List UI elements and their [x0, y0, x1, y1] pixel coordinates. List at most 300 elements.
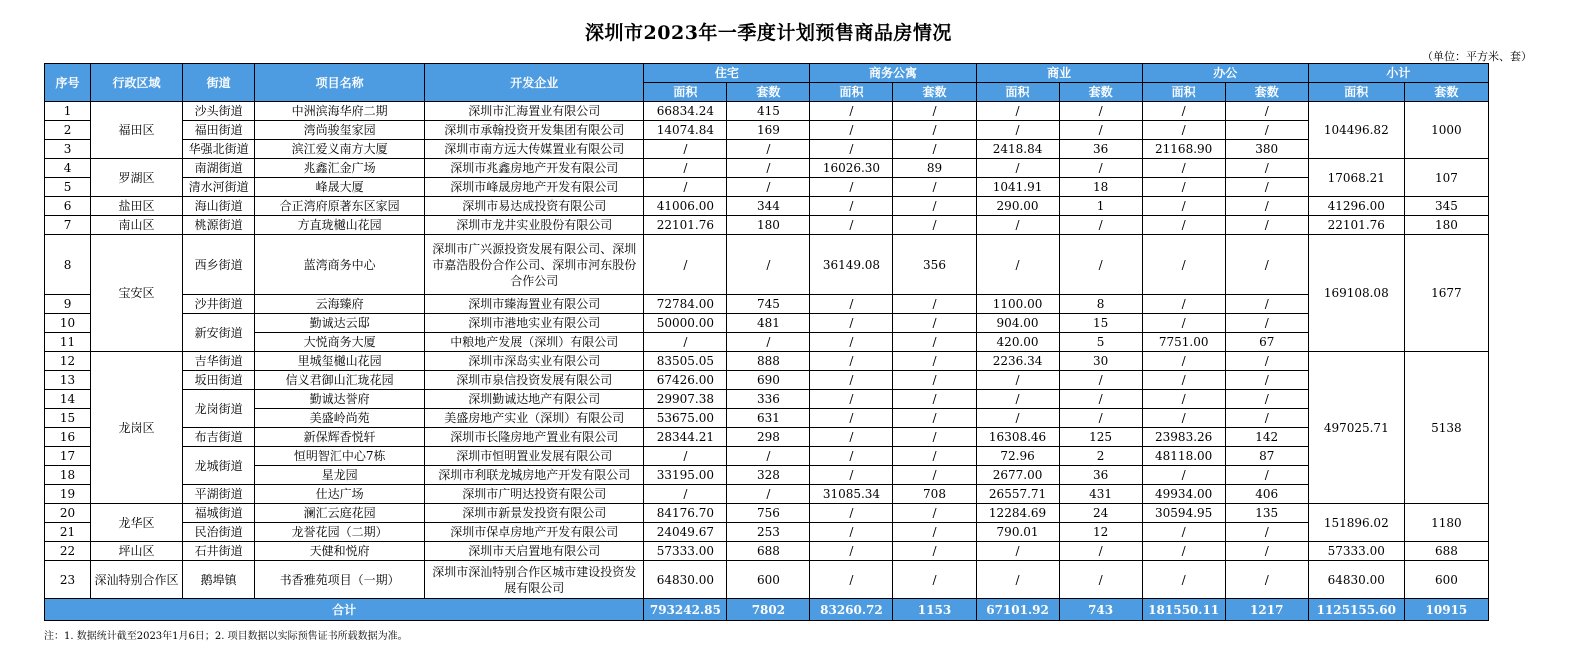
cell-com-units: 125: [1059, 428, 1142, 447]
cell-project: 峰晟大厦: [255, 178, 425, 197]
cell-developer: 深圳市深汕特别合作区城市建设投资发展有限公司: [425, 561, 644, 599]
cell-seq: 18: [45, 466, 91, 485]
cell-res-units: 600: [727, 561, 810, 599]
cell-off-units: /: [1225, 216, 1308, 235]
cell-off-units: 142: [1225, 428, 1308, 447]
cell-res-area: 41006.00: [644, 197, 727, 216]
cell-project: 里城玺樾山花园: [255, 352, 425, 371]
header-area: 面积: [976, 83, 1059, 102]
cell-apt-area: /: [810, 102, 893, 121]
cell-res-units: /: [727, 178, 810, 197]
cell-project: 勤诚达誉府: [255, 390, 425, 409]
cell-apt-area: /: [810, 197, 893, 216]
cell-street: 福城街道: [183, 504, 255, 523]
cell-apt-area: /: [810, 352, 893, 371]
cell-res-units: /: [727, 447, 810, 466]
cell-apt-units: /: [893, 504, 976, 523]
cell-com-area: 420.00: [976, 333, 1059, 352]
cell-apt-area: 16026.30: [810, 159, 893, 178]
cell-off-units: /: [1225, 371, 1308, 390]
header-area: 面积: [644, 83, 727, 102]
cell-off-area: /: [1142, 216, 1225, 235]
cell-res-area: 64830.00: [644, 561, 727, 599]
cell-developer: 深圳市长隆房地产置业有限公司: [425, 428, 644, 447]
cell-seq: 23: [45, 561, 91, 599]
cell-apt-units: /: [893, 295, 976, 314]
cell-subtotal-units: 1677: [1404, 235, 1488, 352]
cell-com-area: /: [976, 390, 1059, 409]
total-off-area: 181550.11: [1142, 599, 1225, 621]
cell-subtotal-area: 151896.02: [1308, 504, 1404, 542]
cell-off-units: /: [1225, 159, 1308, 178]
cell-res-area: /: [644, 333, 727, 352]
cell-project: 龙誉花园（二期）: [255, 523, 425, 542]
cell-developer: 深圳市兆鑫房地产开发有限公司: [425, 159, 644, 178]
cell-com-units: 18: [1059, 178, 1142, 197]
cell-seq: 21: [45, 523, 91, 542]
cell-project: 天健和悦府: [255, 542, 425, 561]
cell-street: 沙井街道: [183, 295, 255, 314]
cell-subtotal-units: 180: [1404, 216, 1488, 235]
cell-project: 蓝湾商务中心: [255, 235, 425, 295]
total-com-area: 67101.92: [976, 599, 1059, 621]
cell-developer: 深圳市恒明置业发展有限公司: [425, 447, 644, 466]
cell-com-units: /: [1059, 390, 1142, 409]
table-row: [45, 447, 1489, 466]
table-row: [45, 409, 1489, 428]
table-row: [45, 542, 1489, 561]
header-units: 套数: [1404, 83, 1488, 102]
cell-off-area: /: [1142, 561, 1225, 599]
total-subtotal-units: 10915: [1404, 599, 1488, 621]
cell-apt-area: /: [810, 409, 893, 428]
cell-off-units: /: [1225, 542, 1308, 561]
cell-street: 龙岗街道: [183, 390, 255, 428]
presale-table: [44, 63, 1489, 621]
cell-street: 西乡街道: [183, 235, 255, 295]
cell-com-area: /: [976, 235, 1059, 295]
cell-project: 云海臻府: [255, 295, 425, 314]
cell-street: 沙头街道: [183, 102, 255, 121]
cell-apt-units: /: [893, 409, 976, 428]
cell-subtotal-area: 497025.71: [1308, 352, 1404, 504]
cell-off-units: /: [1225, 295, 1308, 314]
cell-com-units: /: [1059, 102, 1142, 121]
cell-apt-area: /: [810, 466, 893, 485]
cell-street: 平湖街道: [183, 485, 255, 504]
cell-res-units: 756: [727, 504, 810, 523]
cell-street: 鹅埠镇: [183, 561, 255, 599]
header-commerce: 商业: [976, 64, 1142, 83]
cell-off-units: 135: [1225, 504, 1308, 523]
cell-developer: 深圳市深岛实业有限公司: [425, 352, 644, 371]
table-row: [45, 523, 1489, 542]
cell-off-area: /: [1142, 197, 1225, 216]
header-street: 街道: [183, 64, 255, 102]
cell-off-area: 49934.00: [1142, 485, 1225, 504]
cell-com-area: 72.96: [976, 447, 1059, 466]
cell-apt-area: /: [810, 295, 893, 314]
table-row: [45, 333, 1489, 352]
cell-off-area: /: [1142, 352, 1225, 371]
header-subtotal: 小计: [1308, 64, 1488, 83]
total-off-units: 1217: [1225, 599, 1308, 621]
cell-off-area: /: [1142, 178, 1225, 197]
cell-apt-units: /: [893, 333, 976, 352]
cell-com-units: 431: [1059, 485, 1142, 504]
cell-seq: 16: [45, 428, 91, 447]
cell-off-units: /: [1225, 235, 1308, 295]
cell-subtotal-units: 688: [1404, 542, 1488, 561]
table-row: [45, 428, 1489, 447]
cell-res-units: 481: [727, 314, 810, 333]
cell-res-units: /: [727, 333, 810, 352]
cell-subtotal-units: 600: [1404, 561, 1488, 599]
cell-seq: 1: [45, 102, 91, 121]
cell-apt-units: /: [893, 561, 976, 599]
header-units: 套数: [893, 83, 976, 102]
cell-developer: 深圳市南方远大传媒置业有限公司: [425, 140, 644, 159]
cell-apt-area: /: [810, 447, 893, 466]
cell-off-area: 30594.95: [1142, 504, 1225, 523]
cell-res-units: /: [727, 485, 810, 504]
cell-com-area: /: [976, 121, 1059, 140]
cell-district: 盐田区: [91, 197, 183, 216]
cell-apt-units: /: [893, 197, 976, 216]
cell-res-area: 28344.21: [644, 428, 727, 447]
cell-subtotal-area: 57333.00: [1308, 542, 1404, 561]
cell-seq: 15: [45, 409, 91, 428]
cell-street: 南湖街道: [183, 159, 255, 178]
cell-project: 方直珑樾山花园: [255, 216, 425, 235]
cell-district: 龙岗区: [91, 352, 183, 504]
table-row: [45, 352, 1489, 371]
cell-project: 信义君御山汇珑花园: [255, 371, 425, 390]
cell-com-area: 2236.34: [976, 352, 1059, 371]
cell-res-area: /: [644, 140, 727, 159]
cell-off-units: /: [1225, 409, 1308, 428]
cell-res-units: 298: [727, 428, 810, 447]
cell-street: 龙城街道: [183, 447, 255, 485]
cell-com-area: 1100.00: [976, 295, 1059, 314]
table-row: [45, 485, 1489, 504]
cell-seq: 14: [45, 390, 91, 409]
cell-apt-units: /: [893, 466, 976, 485]
cell-com-units: /: [1059, 159, 1142, 178]
table-row: [45, 216, 1489, 235]
cell-street: 布吉街道: [183, 428, 255, 447]
cell-subtotal-units: 1000: [1404, 102, 1488, 159]
cell-com-units: 15: [1059, 314, 1142, 333]
table-row: [45, 102, 1489, 121]
cell-com-area: 2677.00: [976, 466, 1059, 485]
cell-off-units: /: [1225, 466, 1308, 485]
table-row: [45, 295, 1489, 314]
cell-off-area: 48118.00: [1142, 447, 1225, 466]
cell-subtotal-area: 22101.76: [1308, 216, 1404, 235]
cell-project: 恒明智汇中心7栋: [255, 447, 425, 466]
header-units: 套数: [727, 83, 810, 102]
cell-apt-area: /: [810, 561, 893, 599]
cell-developer: 深圳勤诚达地产有限公司: [425, 390, 644, 409]
cell-res-area: 14074.84: [644, 121, 727, 140]
cell-com-area: 290.00: [976, 197, 1059, 216]
cell-street: 坂田街道: [183, 371, 255, 390]
cell-off-area: /: [1142, 409, 1225, 428]
cell-com-area: 790.01: [976, 523, 1059, 542]
header-area: 面积: [1142, 83, 1225, 102]
cell-res-area: 72784.00: [644, 295, 727, 314]
cell-district: 龙华区: [91, 504, 183, 542]
cell-project: 书香雅苑项目（一期）: [255, 561, 425, 599]
cell-com-area: /: [976, 561, 1059, 599]
cell-developer: 深圳市天启置地有限公司: [425, 542, 644, 561]
cell-com-units: 36: [1059, 466, 1142, 485]
cell-apt-units: /: [893, 102, 976, 121]
cell-apt-units: 356: [893, 235, 976, 295]
cell-project: 合正湾府原著东区家园: [255, 197, 425, 216]
cell-project: 兆鑫汇金广场: [255, 159, 425, 178]
cell-com-units: 30: [1059, 352, 1142, 371]
cell-com-area: 12284.69: [976, 504, 1059, 523]
total-apt-area: 83260.72: [810, 599, 893, 621]
cell-res-area: 33195.00: [644, 466, 727, 485]
cell-apt-area: /: [810, 333, 893, 352]
cell-apt-units: /: [893, 216, 976, 235]
cell-off-area: /: [1142, 159, 1225, 178]
cell-com-units: /: [1059, 235, 1142, 295]
cell-com-units: 2: [1059, 447, 1142, 466]
header-residential: 住宅: [644, 64, 810, 83]
cell-off-units: /: [1225, 561, 1308, 599]
cell-seq: 3: [45, 140, 91, 159]
cell-res-units: 688: [727, 542, 810, 561]
cell-off-units: /: [1225, 314, 1308, 333]
cell-apt-units: /: [893, 121, 976, 140]
cell-res-units: 180: [727, 216, 810, 235]
cell-district: 宝安区: [91, 235, 183, 352]
cell-developer: 深圳市新景发投资有限公司: [425, 504, 644, 523]
cell-com-units: 24: [1059, 504, 1142, 523]
cell-subtotal-area: 17068.21: [1308, 159, 1404, 197]
cell-com-units: /: [1059, 561, 1142, 599]
cell-off-units: /: [1225, 102, 1308, 121]
cell-apt-area: /: [810, 216, 893, 235]
cell-subtotal-area: 41296.00: [1308, 197, 1404, 216]
cell-developer: 深圳市广明达投资有限公司: [425, 485, 644, 504]
table-row: [45, 504, 1489, 523]
header-units: 套数: [1225, 83, 1308, 102]
cell-res-area: 22101.76: [644, 216, 727, 235]
cell-res-units: 336: [727, 390, 810, 409]
cell-project: 新保辉香悦轩: [255, 428, 425, 447]
cell-off-area: /: [1142, 235, 1225, 295]
cell-res-area: 83505.05: [644, 352, 727, 371]
cell-district: 南山区: [91, 216, 183, 235]
cell-off-area: 21168.90: [1142, 140, 1225, 159]
cell-off-units: 67: [1225, 333, 1308, 352]
cell-off-area: /: [1142, 121, 1225, 140]
cell-apt-units: /: [893, 542, 976, 561]
cell-off-area: /: [1142, 542, 1225, 561]
cell-res-units: 328: [727, 466, 810, 485]
cell-district: 罗湖区: [91, 159, 183, 197]
cell-developer: 深圳市峰晟房地产开发有限公司: [425, 178, 644, 197]
cell-seq: 10: [45, 314, 91, 333]
cell-res-units: 690: [727, 371, 810, 390]
cell-apt-area: /: [810, 121, 893, 140]
cell-com-area: 1041.91: [976, 178, 1059, 197]
page-title: 深圳市2023年一季度计划预售商品房情况: [585, 22, 952, 44]
cell-com-units: /: [1059, 409, 1142, 428]
header-district: 行政区域: [91, 64, 183, 102]
cell-apt-units: /: [893, 390, 976, 409]
cell-off-units: /: [1225, 121, 1308, 140]
cell-seq: 22: [45, 542, 91, 561]
cell-res-units: 169: [727, 121, 810, 140]
cell-street: 福田街道: [183, 121, 255, 140]
cell-res-units: 888: [727, 352, 810, 371]
cell-apt-units: 89: [893, 159, 976, 178]
cell-apt-area: /: [810, 504, 893, 523]
cell-com-area: 904.00: [976, 314, 1059, 333]
header-project: 项目名称: [255, 64, 425, 102]
cell-apt-units: 708: [893, 485, 976, 504]
cell-street: 海山街道: [183, 197, 255, 216]
cell-project: 勤诚达云邸: [255, 314, 425, 333]
cell-res-area: /: [644, 485, 727, 504]
cell-project: 大悦商务大厦: [255, 333, 425, 352]
cell-subtotal-units: 345: [1404, 197, 1488, 216]
table-row: [45, 121, 1489, 140]
cell-developer: 深圳市港地实业有限公司: [425, 314, 644, 333]
cell-res-units: /: [727, 140, 810, 159]
cell-developer: 深圳市龙井实业股份有限公司: [425, 216, 644, 235]
cell-seq: 11: [45, 333, 91, 352]
cell-com-area: /: [976, 102, 1059, 121]
header-commercial-apartment: 商务公寓: [810, 64, 976, 83]
cell-district: 坪山区: [91, 542, 183, 561]
cell-seq: 5: [45, 178, 91, 197]
cell-com-units: 8: [1059, 295, 1142, 314]
cell-off-units: /: [1225, 352, 1308, 371]
cell-apt-area: /: [810, 178, 893, 197]
cell-seq: 4: [45, 159, 91, 178]
cell-developer: 深圳市易达成投资有限公司: [425, 197, 644, 216]
cell-apt-units: /: [893, 352, 976, 371]
cell-com-units: 36: [1059, 140, 1142, 159]
cell-seq: 7: [45, 216, 91, 235]
total-subtotal-area: 1125155.60: [1308, 599, 1404, 621]
table-row: [45, 371, 1489, 390]
unit-note: （单位：平方米、套）: [1422, 50, 1532, 63]
header-area: 面积: [1308, 83, 1404, 102]
cell-developer: 深圳市臻海置业有限公司: [425, 295, 644, 314]
table-row: [45, 178, 1489, 197]
cell-off-area: /: [1142, 314, 1225, 333]
cell-street: 华强北街道: [183, 140, 255, 159]
table-row: [45, 197, 1489, 216]
cell-seq: 12: [45, 352, 91, 371]
total-row: [45, 599, 1489, 621]
cell-developer: 中粮地产发展（深圳）有限公司: [425, 333, 644, 352]
cell-seq: 9: [45, 295, 91, 314]
cell-com-area: 2418.84: [976, 140, 1059, 159]
cell-developer: 深圳市保卓房地产开发有限公司: [425, 523, 644, 542]
cell-com-area: 16308.46: [976, 428, 1059, 447]
cell-apt-area: /: [810, 428, 893, 447]
cell-off-area: 23983.26: [1142, 428, 1225, 447]
total-com-units: 743: [1059, 599, 1142, 621]
cell-com-units: /: [1059, 121, 1142, 140]
cell-off-area: /: [1142, 523, 1225, 542]
cell-apt-area: /: [810, 542, 893, 561]
cell-res-units: /: [727, 235, 810, 295]
table-row: [45, 390, 1489, 409]
cell-com-units: 5: [1059, 333, 1142, 352]
cell-developer: 深圳市广兴源投资发展有限公司、深圳市嘉浩股份合作公司、深圳市河东股份合作公司: [425, 235, 644, 295]
cell-off-area: /: [1142, 371, 1225, 390]
header-area: 面积: [810, 83, 893, 102]
cell-res-units: 253: [727, 523, 810, 542]
cell-res-area: /: [644, 159, 727, 178]
cell-res-units: 631: [727, 409, 810, 428]
cell-res-units: 415: [727, 102, 810, 121]
cell-developer: 深圳市利联龙城房地产开发有限公司: [425, 466, 644, 485]
cell-com-area: 26557.71: [976, 485, 1059, 504]
cell-subtotal-units: 5138: [1404, 352, 1488, 504]
cell-street: 新安街道: [183, 314, 255, 352]
cell-street: 民治街道: [183, 523, 255, 542]
cell-off-units: 406: [1225, 485, 1308, 504]
cell-res-area: /: [644, 178, 727, 197]
cell-district: 深汕特别合作区: [91, 561, 183, 599]
total-apt-units: 1153: [893, 599, 976, 621]
cell-project: 仕达广场: [255, 485, 425, 504]
total-label: 合计: [45, 599, 644, 621]
cell-res-area: 24049.67: [644, 523, 727, 542]
cell-project: 美盛岭尚苑: [255, 409, 425, 428]
cell-subtotal-units: 1180: [1404, 504, 1488, 542]
cell-apt-area: /: [810, 140, 893, 159]
table-row: [45, 466, 1489, 485]
cell-off-units: /: [1225, 197, 1308, 216]
cell-off-units: /: [1225, 178, 1308, 197]
cell-project: 湾尚骏玺家园: [255, 121, 425, 140]
cell-off-area: /: [1142, 102, 1225, 121]
cell-developer: 深圳市泉信投资发展有限公司: [425, 371, 644, 390]
cell-street: 桃源街道: [183, 216, 255, 235]
cell-subtotal-area: 64830.00: [1308, 561, 1404, 599]
cell-apt-units: /: [893, 371, 976, 390]
cell-com-area: /: [976, 542, 1059, 561]
cell-com-units: /: [1059, 216, 1142, 235]
cell-developer: 深圳市承翰投资开发集团有限公司: [425, 121, 644, 140]
cell-developer: 深圳市汇海置业有限公司: [425, 102, 644, 121]
cell-off-area: /: [1142, 390, 1225, 409]
table-row: [45, 159, 1489, 178]
cell-subtotal-area: 104496.82: [1308, 102, 1404, 159]
cell-res-area: /: [644, 447, 727, 466]
header-seq: 序号: [45, 64, 91, 102]
cell-apt-area: /: [810, 371, 893, 390]
cell-seq: 2: [45, 121, 91, 140]
cell-seq: 8: [45, 235, 91, 295]
table-row: [45, 140, 1489, 159]
cell-res-area: 29907.38: [644, 390, 727, 409]
cell-off-area: /: [1142, 295, 1225, 314]
cell-street: 清水河街道: [183, 178, 255, 197]
